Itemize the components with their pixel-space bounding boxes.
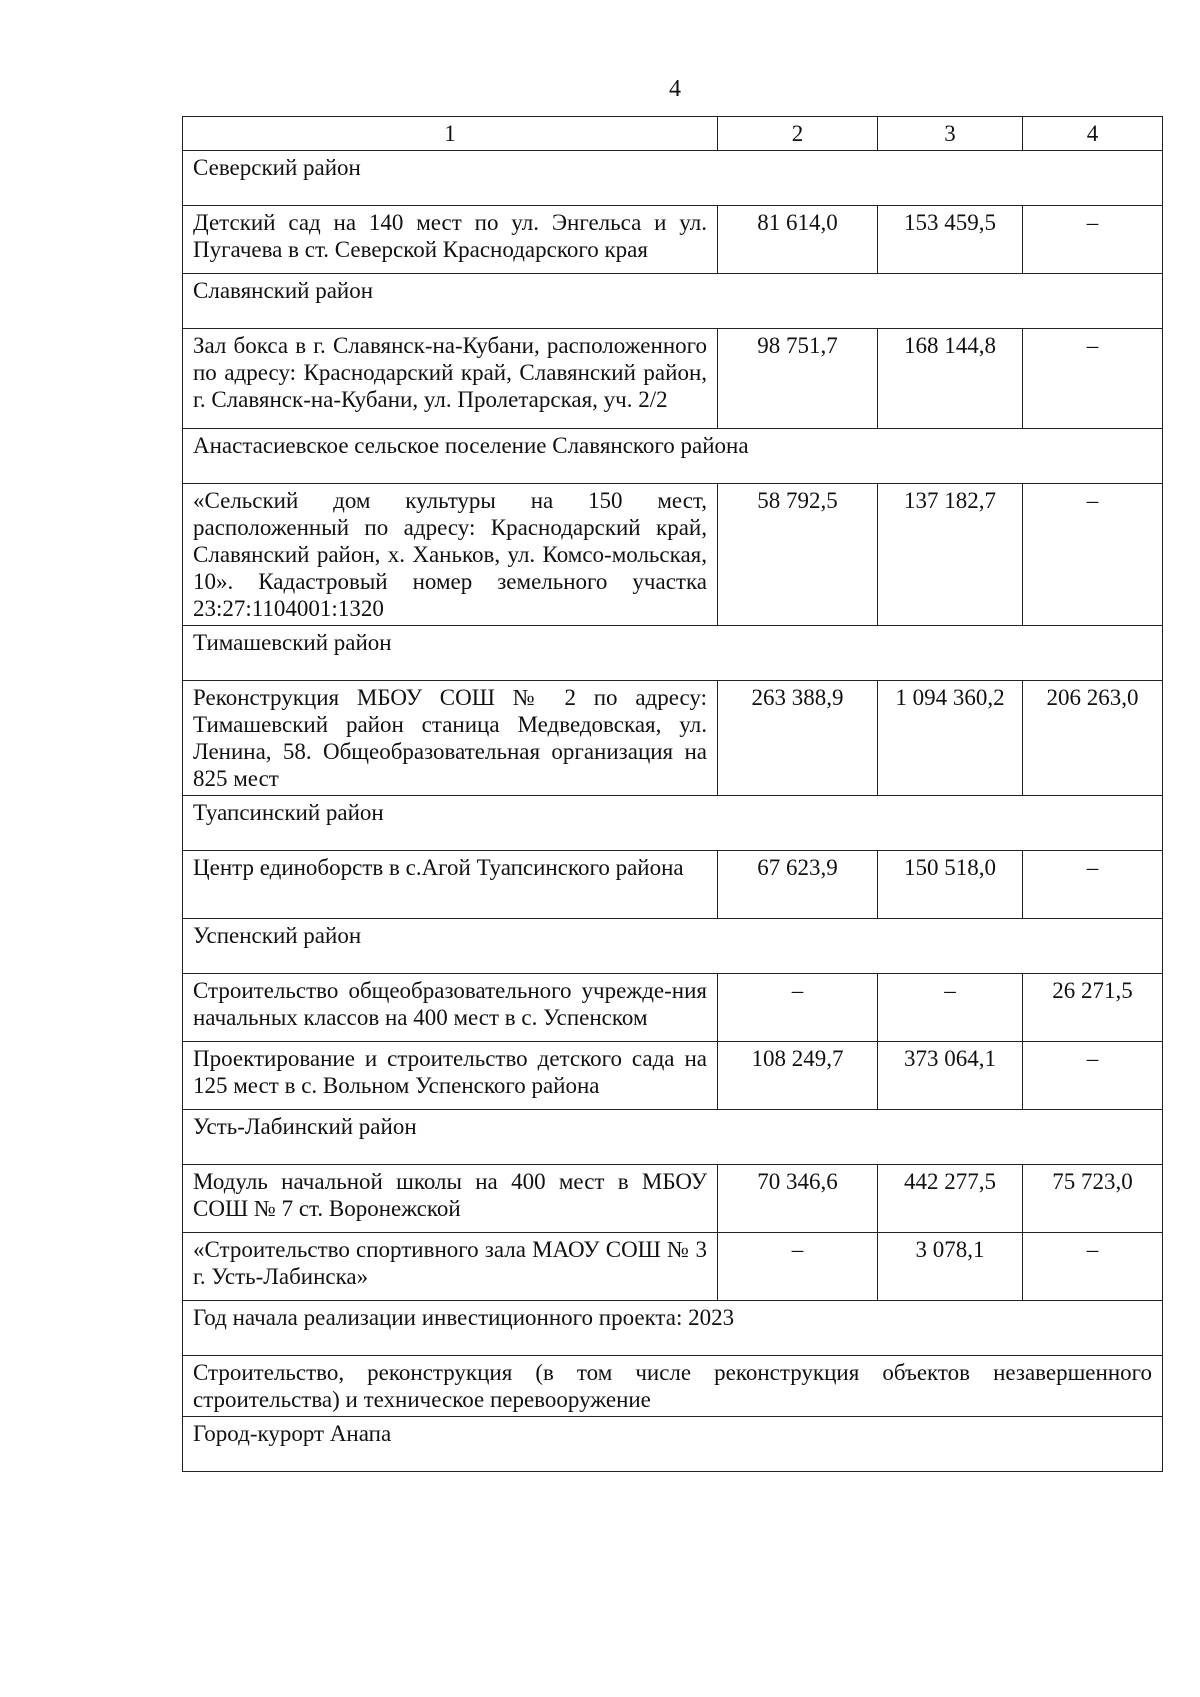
table-row	[183, 851, 1163, 919]
header-col-3: 3	[878, 117, 1023, 151]
table-row	[183, 681, 1163, 796]
section-row	[183, 796, 1163, 851]
table-row	[183, 974, 1163, 1042]
project-name-cell: Строительство общеобразовательного учрежде-ния начальных классов на 400 мест в с. Успенском	[183, 974, 718, 1042]
value-col-4-cell: –	[1023, 1233, 1163, 1301]
project-name-cell: Детский сад на 140 мест по ул. Энгельса и ул. Пугачева в ст. Северской Краснодарского края	[183, 206, 718, 274]
table-body	[183, 151, 1163, 1472]
section-heading: Туапсинский район	[183, 796, 1163, 851]
value-col-4-cell: –	[1023, 206, 1163, 274]
value-col-4-cell: 75 723,0	[1023, 1165, 1163, 1233]
section-heading: Тимашевский район	[183, 626, 1163, 681]
section-row	[183, 429, 1163, 484]
value-col-2-cell: –	[718, 974, 878, 1042]
value-col-3-cell: 153 459,5	[878, 206, 1023, 274]
header-col-2: 2	[718, 117, 878, 151]
project-name-cell: Проектирование и строительство детского сада на 125 мест в с. Вольном Успенского района	[183, 1042, 718, 1110]
section-row	[183, 919, 1163, 974]
table-row	[183, 206, 1163, 274]
section-row	[183, 1417, 1163, 1472]
project-name-cell: Реконструкция МБОУ СОШ № 2 по адресу: Тимашевский район станица Медведовская, ул. Ленина, 58. Общеобразовательная организация на 825 мест	[183, 681, 718, 796]
investment-table	[182, 116, 1163, 1472]
section-heading: Усть-Лабинский район	[183, 1110, 1163, 1165]
value-col-3-cell: 137 182,7	[878, 484, 1023, 626]
section-row	[183, 1110, 1163, 1165]
table-row	[183, 1233, 1163, 1301]
value-col-3-cell: 168 144,8	[878, 329, 1023, 429]
project-name-cell: Центр единоборств в с.Агой Туапсинского района	[183, 851, 718, 919]
section-heading: Успенский район	[183, 919, 1163, 974]
value-col-2-cell: 67 623,9	[718, 851, 878, 919]
section-heading: Славянский район	[183, 274, 1163, 329]
value-col-4-cell: –	[1023, 1042, 1163, 1110]
header-col-4: 4	[1023, 117, 1163, 151]
section-row	[183, 151, 1163, 206]
project-name-cell: «Строительство спортивного зала МАОУ СОШ № 3 г. Усть-Лабинска»	[183, 1233, 718, 1301]
value-col-2-cell: 70 346,6	[718, 1165, 878, 1233]
section-heading: Город-курорт Анапа	[183, 1417, 1163, 1472]
value-col-4-cell: –	[1023, 484, 1163, 626]
value-col-4-cell: –	[1023, 329, 1163, 429]
value-col-2-cell: 98 751,7	[718, 329, 878, 429]
value-col-2-cell: 263 388,9	[718, 681, 878, 796]
value-col-4-cell: 26 271,5	[1023, 974, 1163, 1042]
table-row	[183, 1042, 1163, 1110]
value-col-2-cell: 81 614,0	[718, 206, 878, 274]
header-col-1: 1	[183, 117, 718, 151]
value-col-2-cell: –	[718, 1233, 878, 1301]
value-col-3-cell: 1 094 360,2	[878, 681, 1023, 796]
section-row	[183, 274, 1163, 329]
value-col-4-cell: 206 263,0	[1023, 681, 1163, 796]
table-row	[183, 484, 1163, 626]
page-number: 4	[669, 76, 681, 102]
section-heading: Северский район	[183, 151, 1163, 206]
value-col-3-cell: 373 064,1	[878, 1042, 1023, 1110]
bold-section-row	[183, 1301, 1163, 1356]
header-row	[183, 117, 1163, 151]
value-col-2-cell: 58 792,5	[718, 484, 878, 626]
bold-section-heading: Год начала реализации инвестиционного проекта: 2023	[183, 1301, 1163, 1356]
bold-section-row	[183, 1356, 1163, 1417]
project-name-cell: «Сельский дом культуры на 150 мест, расположенный по адресу: Краснодарский край, Славянский район, х. Ханьков, ул. Комсо-мольская, 10». Кадастровый номер земельного участка 23:27:1104001:1320	[183, 484, 718, 626]
bold-section-heading: Строительство, реконструкция (в том числе реконструкция объектов незавершенного строительства) и техническое перевооружение	[183, 1356, 1163, 1417]
project-name-cell: Зал бокса в г. Славянск-на-Кубани, расположенного по адресу: Краснодарский край, Славянский район, г. Славянск-на-Кубани, ул. Пролетарская, уч. 2/2	[183, 329, 718, 429]
value-col-3-cell: 3 078,1	[878, 1233, 1023, 1301]
value-col-2-cell: 108 249,7	[718, 1042, 878, 1110]
project-name-cell: Модуль начальной школы на 400 мест в МБОУ СОШ № 7 ст. Воронежской	[183, 1165, 718, 1233]
value-col-3-cell: 150 518,0	[878, 851, 1023, 919]
section-row	[183, 626, 1163, 681]
table-row	[183, 329, 1163, 429]
value-col-3-cell: 442 277,5	[878, 1165, 1023, 1233]
table-row	[183, 1165, 1163, 1233]
value-col-3-cell: –	[878, 974, 1023, 1042]
section-heading: Анастасиевское сельское поселение Славянского района	[183, 429, 1163, 484]
value-col-4-cell: –	[1023, 851, 1163, 919]
